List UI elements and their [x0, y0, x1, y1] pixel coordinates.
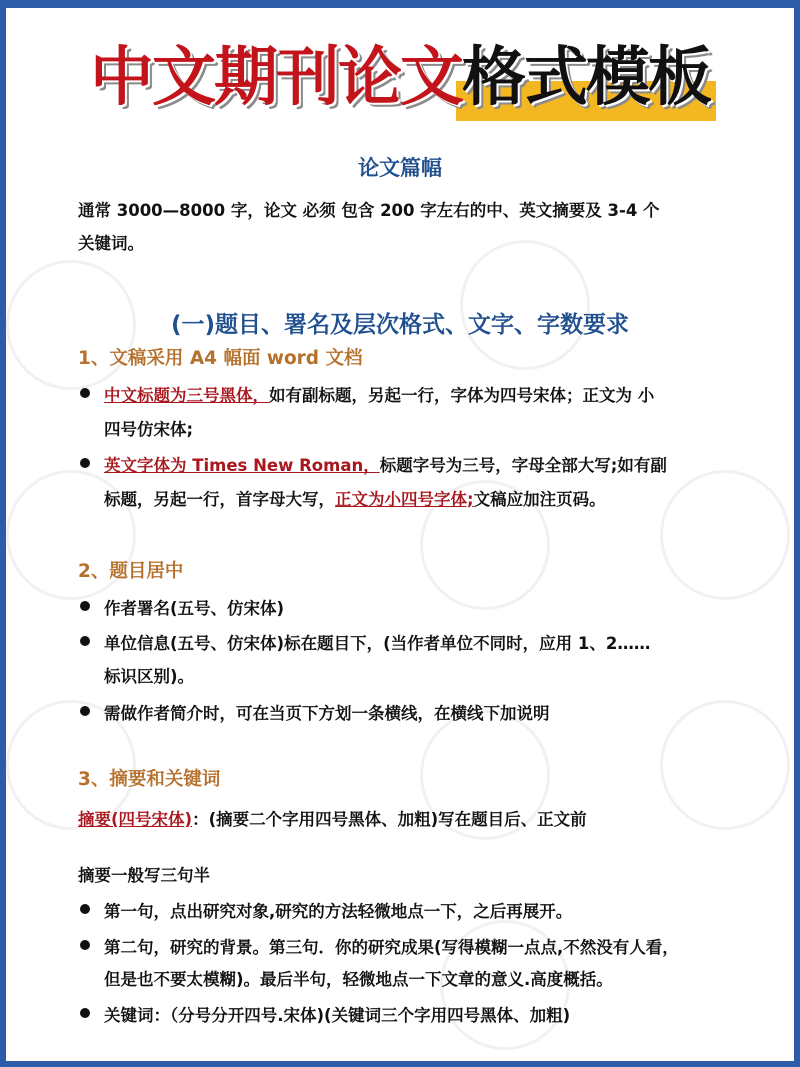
list-item: 第一句，点出研究对象,研究的方法轻微地点一下，之后再展开。 — [104, 902, 573, 921]
highlight-text: 英文字体为 Times New Roman， — [104, 456, 380, 475]
length-text: 通常 3000—8000 字，论文 必须 包含 200 字左右的中、英文摘要及 3-4 个 — [78, 201, 660, 220]
text: 如有副标题，另起一行，字体为四号宋体；正文为 小 — [269, 386, 655, 405]
bullet-icon — [80, 1008, 90, 1018]
bullet-icon — [80, 636, 90, 646]
highlight-text: 中文标题为三号黑体， — [104, 386, 269, 405]
bullet-icon — [80, 458, 90, 468]
list-item — [104, 382, 654, 406]
list-item-cont: 标识区别)。 — [104, 667, 195, 686]
text: ：(摘要二个字用四号黑体、加粗)写在题目后、正文前 — [192, 810, 587, 829]
sub-heading-2: 2、题目居中 — [78, 561, 184, 582]
length-heading: 论文篇幅 — [358, 156, 442, 180]
list-item: 需做作者简介时，可在当页下方划一条横线，在横线下加说明 — [104, 704, 550, 723]
highlight-text: 摘要(四号宋体) — [78, 810, 193, 829]
list-item-cont: 四号仿宋体; — [104, 420, 194, 439]
list-item-cont — [104, 486, 606, 510]
text: 标题，另起一行，首字母大写， — [104, 490, 335, 509]
bullet-icon — [80, 601, 90, 611]
sub-heading-1: 1、文稿采用 A4 幅面 word 文档 — [78, 348, 363, 369]
abstract-line — [78, 806, 587, 830]
list-item: 关键词：（分号分开四号.宋体)(关键词三个字用四号黑体、加粗) — [104, 1006, 571, 1025]
list-item — [104, 452, 667, 476]
list-item: 第二句，研究的背景。第三句．你的研究成果(写得模糊一点点,不然没有人看， — [104, 938, 679, 957]
page-title — [0, 26, 800, 118]
text: 标题字号为三号，字母全部大写;如有副 — [379, 456, 667, 475]
text: 文稿应加注页码。 — [473, 490, 606, 509]
title-red: 中文期刊论文 — [90, 41, 462, 115]
list-item: 单位信息(五号、仿宋体)标在题目下，(当作者单位不同时，应用 1、2…… — [104, 634, 651, 653]
list-item-cont: 但是也不要太模糊)。最后半句，轻微地点一下文章的意义.高度概括。 — [104, 970, 613, 989]
title-black: 格式模板 — [462, 41, 710, 115]
highlight-text: 正文为小四号字体; — [335, 490, 474, 509]
bullet-icon — [80, 904, 90, 914]
abstract-note: 摘要一般写三句半 — [78, 866, 210, 885]
length-text-cont: 关键词。 — [78, 234, 144, 253]
bullet-icon — [80, 940, 90, 950]
list-item: 作者署名(五号、仿宋体) — [104, 599, 285, 618]
sub-heading-3: 3、摘要和关键词 — [78, 769, 221, 790]
bullet-icon — [80, 706, 90, 716]
section-heading: (一)题目、署名及层次格式、文字、字数要求 — [170, 312, 630, 338]
bullet-icon — [80, 388, 90, 398]
